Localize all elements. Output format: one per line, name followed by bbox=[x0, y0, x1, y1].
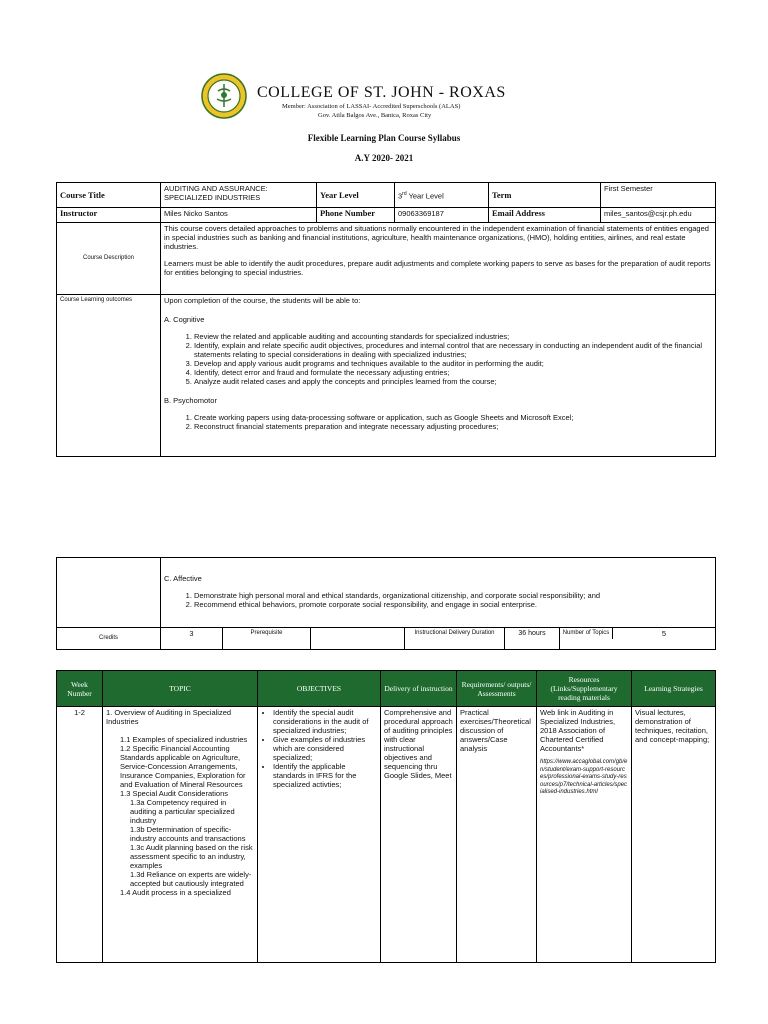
list-item: 1. Demonstrate high personal moral and ethical standards, organizational citizenship, and corporate social responsibility; and bbox=[194, 591, 712, 600]
list-item: • Identify the applicable standards in IFRS for the specialized activties; bbox=[273, 762, 377, 789]
list-item: 1. Create working papers using data-processing software or application, such as Google Sheets and Microsoft Excel; bbox=[194, 413, 712, 422]
instructor-value: Miles Nicko Santos bbox=[161, 208, 317, 223]
objectives-cell bbox=[258, 707, 381, 963]
week-number-header: Week Number bbox=[57, 671, 103, 707]
objectives-header: OBJECTIVES bbox=[258, 671, 381, 707]
credits-value: 3 bbox=[161, 628, 223, 650]
phone-value: 09063369187 bbox=[395, 208, 489, 223]
topic-line: 1.4 Audit process in a specialized bbox=[120, 888, 231, 897]
delivery-duration-value: 36 hours bbox=[505, 628, 560, 650]
email-value: miles_santos@csjr.ph.edu bbox=[601, 208, 716, 223]
academic-year: A.Y 2020- 2021 bbox=[354, 153, 414, 163]
phone-label: Phone Number bbox=[317, 208, 395, 223]
topic-line: 1.1 Examples of specialized industries bbox=[120, 735, 248, 744]
college-seal-logo bbox=[201, 73, 247, 119]
affective-list bbox=[164, 591, 712, 609]
list-item: 2. Reconstruct financial statements preparation and integrate necessary adjusting procedures; bbox=[194, 422, 712, 431]
topic-line: 1.3d Reliance on experts are widely-accepted but cautiously integrated bbox=[130, 870, 252, 888]
topics-cell bbox=[560, 628, 716, 650]
delivery-header: Delivery of instruction bbox=[381, 671, 457, 707]
strategies-header: Learning Strategies bbox=[632, 671, 716, 707]
list-item: • Give examples of industries which are considered specialized; bbox=[273, 735, 377, 762]
prerequisite-value bbox=[311, 628, 405, 650]
psychomotor-heading: B. Psychomotor bbox=[164, 396, 217, 405]
topic-line: 1.3 Special Audit Considerations bbox=[120, 789, 228, 798]
resources-text: Web link in Auditing in Specialized Industries, 2018 Association of Chartered Certified Accountants* bbox=[540, 708, 616, 753]
affective-credits-table bbox=[56, 557, 716, 650]
email-label: Email Address bbox=[489, 208, 601, 223]
affective-outcomes bbox=[161, 558, 716, 628]
resources-cell bbox=[537, 707, 632, 963]
topic-line: 1.2 Specific Financial Accounting Standards applicable on Agriculture, Service-Concession Arrangements, Insurance Companies, Exploration for and Evaluation of Mineral Resources bbox=[120, 744, 246, 789]
term-value: First Semester bbox=[601, 183, 716, 208]
list-item: 2. Identify, explain and relate specific audit objectives, procedures and internal control that are necessary in conducting an independent audit of the financial statements relating to special considerations in dealing with specialized industries; bbox=[194, 341, 712, 359]
delivery-cell: Comprehensive and procedural approach of auditing principles with clear instructional objectives and sequencing thru Google Slides, Meet bbox=[381, 707, 457, 963]
term-label: Term bbox=[489, 183, 601, 208]
course-outcomes bbox=[161, 295, 716, 457]
college-name: COLLEGE OF ST. JOHN - ROXAS bbox=[257, 84, 506, 101]
prerequisite-label: Prerequisite bbox=[223, 628, 311, 650]
course-title-label: Course Title bbox=[57, 183, 161, 208]
objectives-list bbox=[261, 708, 377, 789]
course-title-value: AUDITING AND ASSURANCE: SPECIALIZED INDUSTRIES bbox=[161, 183, 317, 208]
membership-line: Member: Association of LASSAI- Accredited Superschools (ALAS) bbox=[282, 103, 461, 110]
list-item: 1. Review the related and applicable auditing and accounting standards for specialized industries; bbox=[194, 332, 712, 341]
blank-cell bbox=[57, 558, 161, 628]
cognitive-list bbox=[164, 332, 712, 386]
affective-heading: C. Affective bbox=[164, 574, 202, 583]
course-description bbox=[161, 223, 716, 295]
description-paragraph: Learners must be able to identify the audit procedures, prepare audit adjustments and complete working papers to serve as bases for the preparation of audit reports for entities belonging to special industries. bbox=[164, 259, 711, 277]
outcomes-intro: Upon completion of the course, the students will be able to: bbox=[164, 296, 361, 305]
week-cell: 1-2 bbox=[57, 707, 103, 963]
list-item: 4. Identify, detect error and fraud and formulate the necessary adjusting entries; bbox=[194, 368, 712, 377]
topic-header: TOPIC bbox=[103, 671, 258, 707]
resources-header: Resources (Links/Supplementary reading materials bbox=[537, 671, 632, 707]
psychomotor-list bbox=[164, 413, 712, 431]
year-level-value: 3rd Year Level bbox=[395, 183, 489, 208]
requirements-cell: Practical exercises/Theoretical discussion of answers/Case analysis bbox=[457, 707, 537, 963]
topic-line: 1.3b Determination of specific-industry accounts and transactions bbox=[130, 825, 246, 843]
topics-value: 5 bbox=[661, 629, 667, 638]
cognitive-heading: A. Cognitive bbox=[164, 315, 205, 324]
year-level-label: Year Level bbox=[317, 183, 395, 208]
topic-line: 1. Overview of Auditing in Specialized Industries bbox=[106, 708, 232, 726]
list-item: 2. Recommend ethical behaviors, promote corporate social responsibility, and engage in social enterprise. bbox=[194, 600, 712, 609]
description-paragraph: This course covers detailed approaches to problems and situations normally encountered in the independent examination of financial statements of entities engaged in special industries such as banking and financial institutions, agriculture, health maintenance organizations, (HMO), holding entities, airlines, and real estate industries. bbox=[164, 224, 709, 251]
instructor-label: Instructor bbox=[57, 208, 161, 223]
syllabus-title: Flexible Learning Plan Course Syllabus bbox=[307, 133, 461, 143]
resource-link[interactable]: https://www.accaglobal.com/gb/en/student/exam-support-resources/professional-exams-study-resources/p7/technical-articles/specialised-industries.html bbox=[540, 759, 628, 795]
course-outcomes-label: Course Learning outcomes bbox=[57, 295, 161, 457]
delivery-duration-label: Instructional Delivery Duration bbox=[405, 628, 505, 650]
course-description-label: Course Description bbox=[57, 223, 161, 295]
topics-label: Number of Topics bbox=[560, 628, 613, 639]
learning-plan-table bbox=[56, 670, 716, 963]
topic-line: 1.3a Competency required in auditing a particular specialized industry bbox=[130, 798, 235, 825]
requirements-header: Requirements/ outputs/ Assessments bbox=[457, 671, 537, 707]
topic-line: 1.3c Audit planning based on the risk assessment specific to an industry, examples bbox=[130, 843, 253, 870]
college-address: Gov. Atila Balgos Ave., Banica, Roxas City bbox=[318, 112, 432, 119]
strategies-cell: Visual lectures, demonstration of techniques, recitation, and concept-mapping; bbox=[632, 707, 716, 963]
credits-label: Credits bbox=[57, 628, 161, 650]
list-item: 3. Develop and apply various audit programs and techniques available to the auditor in performing the audit; bbox=[194, 359, 712, 368]
course-info-table bbox=[56, 182, 716, 457]
list-item: • Identify the special audit considerations in the audit of specialized industries; bbox=[273, 708, 377, 735]
topic-cell bbox=[103, 707, 258, 963]
list-item: 5. Analyze audit related cases and apply the concepts and principles learned from the course; bbox=[194, 377, 712, 386]
